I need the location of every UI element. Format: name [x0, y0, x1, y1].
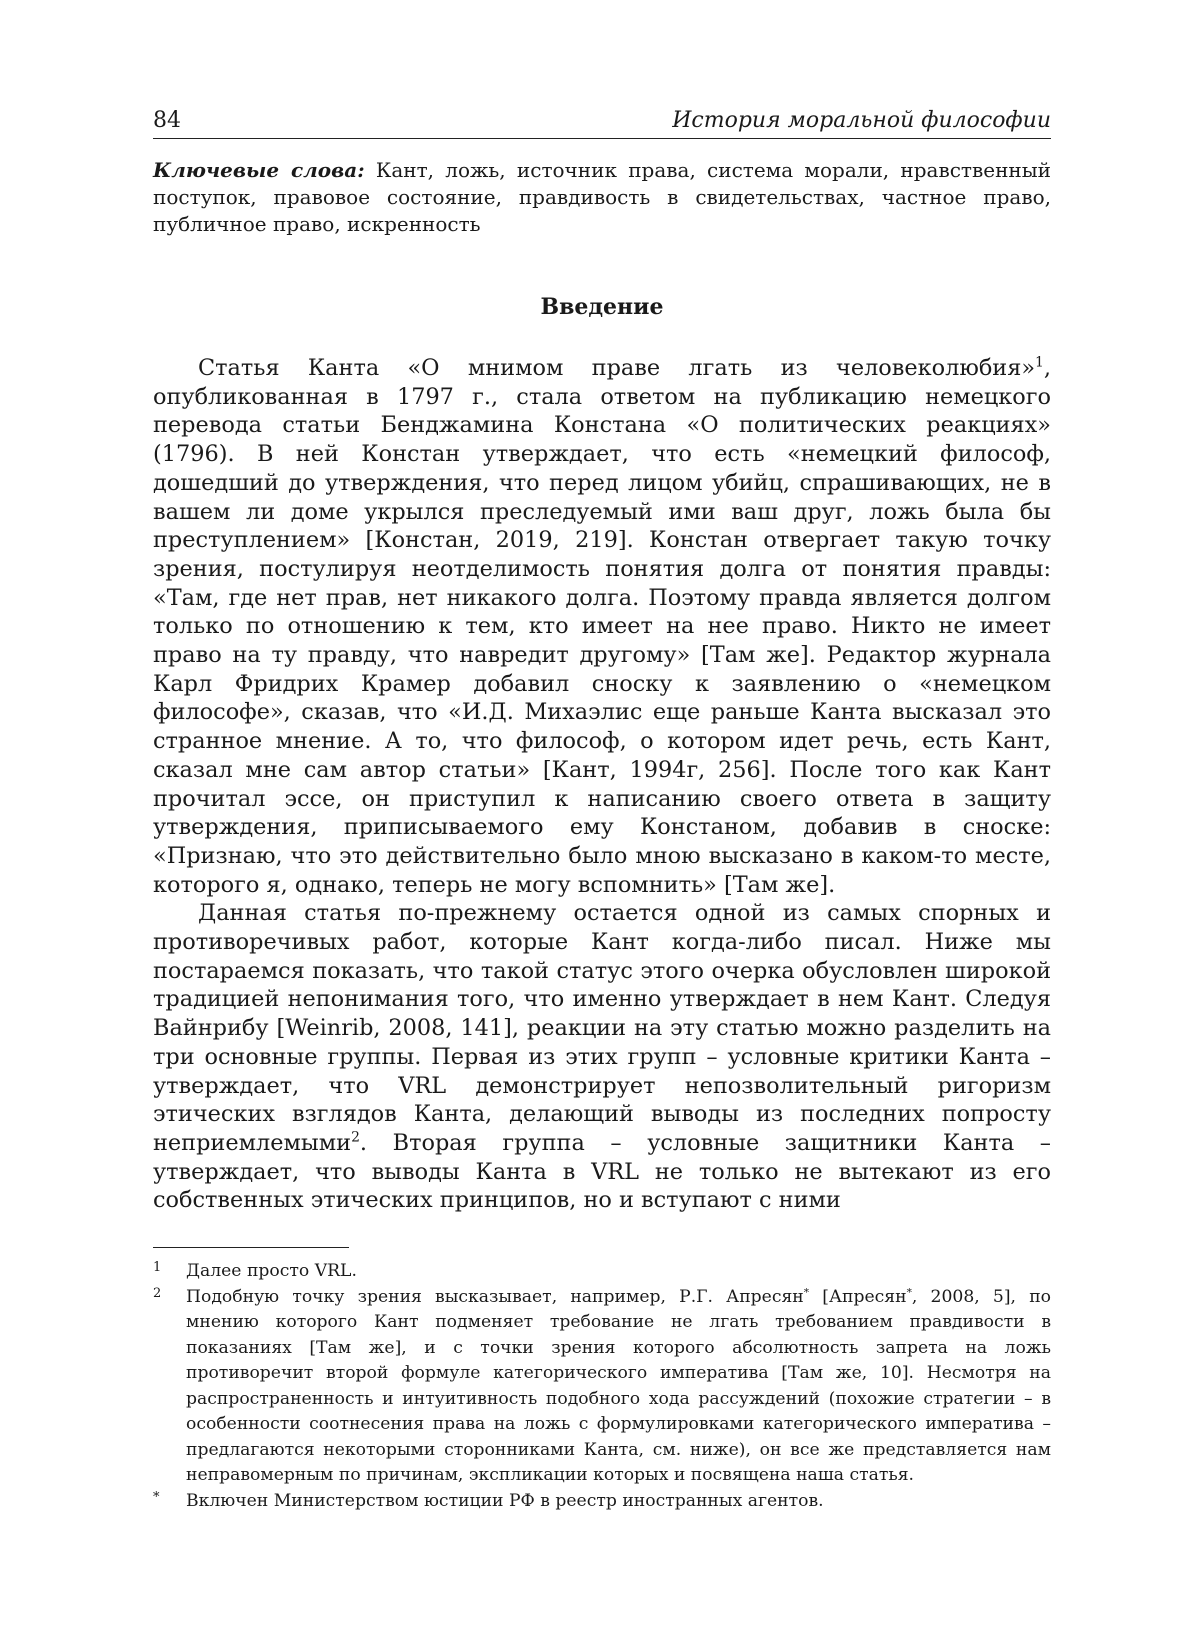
fn2-text-b: [Апресян — [809, 1286, 907, 1307]
footnote-text: Далее просто VRL. — [186, 1261, 357, 1281]
foreign-agent-mark: * — [906, 1285, 912, 1299]
foreign-agent-mark: * — [803, 1285, 810, 1299]
fn2-text-c: , 2008, 5], по мнению которого Кант подменяет требование не лгать требованием правдивости в показаниях [Там же], и с точки зрения которого абсолютность запрета на ложь противоречит второй формуле категорического императива [Там же, 10]. Несмотря на распространенность и интуитивность подобного хода рассуждений (похожие стратегии – в особенности соотнесения права на ложь с формулировками категорического императива – предлагаются некоторыми сторонниками Канта, см. ниже), он все же представляется нам неправомерным по причинам, экспликации которых и посвящена наша статья. — [186, 1286, 1052, 1485]
fn2-text-a: Подобную точку зрения высказывает, например, Р.Г. Апресян — [186, 1286, 804, 1307]
footnotes — [153, 1259, 1051, 1514]
keywords-label: Ключевые слова: — [153, 158, 365, 182]
footnote-ref-1: 1 — [1035, 354, 1044, 371]
p2-text-a: Данная статья по-прежнему остается одной из самых спорных и противоречивых работ, которые Кант когда-либо писал. Ниже мы постараемся показать, что такой статус этого очерка обусловлен широкой традицией непонимания того, что именно утверждает в нем Кант. Следуя Вайнрибу [Weinrib, 2008, 141], реакции на эту статью можно разделить на три основные группы. Первая из этих групп – условные критики Канта – утверждает, что VRL демонстрирует непозволительный ригоризм этических взглядов Канта, делающий выводы из последних попросту неприемлемыми — [153, 900, 1051, 1156]
footnote-ref-2: 2 — [351, 1129, 360, 1146]
p1-text-a: Статья Канта «О мнимом праве лгать из человеколюбия» — [198, 355, 1036, 381]
footnote-mark: * — [153, 1489, 160, 1505]
footnote-rule — [153, 1247, 349, 1248]
footnote-3 — [153, 1489, 1051, 1515]
paragraph-2 — [153, 899, 1051, 1215]
footnote-text — [186, 1285, 1051, 1489]
running-title: История моральной философии — [672, 108, 1051, 133]
footnote-text: Включен Министерством юстиции РФ в реестр иностранных агентов. — [186, 1490, 824, 1511]
header-rule — [153, 138, 1051, 139]
p1-text-b: , опубликованная в 1797 г., стала ответом на публикацию немецкого перевода статьи Бенджамина Констана «О политических реакциях» (1796). В ней Констан утверждает, что есть «немецкий философ, дошедший до утверждения, что перед лицом убийц, спрашивающих, не в вашем ли доме укрылся преследуемый ими ваш друг, ложь была бы преступлением» [Констан, 2019, 219]. Констан отвергает такую точку зрения, постулируя неотделимость понятия долга от понятия правды: «Там, где нет прав, нет никакого долга. Поэтому правда является долгом только по отношению к тем, кто имеет на нее право. Никто не имеет право на ту правду, что навредит другому» [Там же]. Редактор журнала Карл Фридрих Крамер добавил сноску к заявлению о «немецком философе», сказав, что «И.Д. Михаэлис еще раньше Канта высказал это странное мнение. А то, что философ, о котором идет речь, есть Кант, сказал мне сам автор статьи» [Кант, 1994г, 256]. После того как Кант прочитал эссе, он приступил к написанию своего ответа в защиту утверждения, приписываемого ему Констаном, добавив в сноске: «Признаю, что это действительно было мною высказано в каком-то месте, которого я, однако, теперь не могу вспомнить» [Там же]. — [153, 355, 1051, 898]
keywords-block — [153, 157, 1051, 238]
footnote-1 — [153, 1259, 1051, 1285]
running-header — [153, 106, 1051, 136]
body-text — [153, 354, 1051, 1215]
section-title: Введение — [540, 294, 664, 320]
keywords-text: Кант, ложь, источник права, система морали, нравственный поступок, правовое состояние, правдивость в свидетельствах, частное право, публичное право, искренность — [153, 158, 1051, 236]
paragraph-1 — [153, 354, 1051, 899]
page-number: 84 — [153, 108, 181, 133]
footnote-mark: 1 — [153, 1260, 162, 1275]
footnote-2 — [153, 1285, 1051, 1489]
footnote-mark: 2 — [153, 1285, 162, 1301]
p2-text-b: . Вторая группа – условные защитники Канта – утверждает, что выводы Канта в VRL не только не вытекают из его собственных этических принципов, но и вступают с ними — [153, 1129, 1051, 1214]
